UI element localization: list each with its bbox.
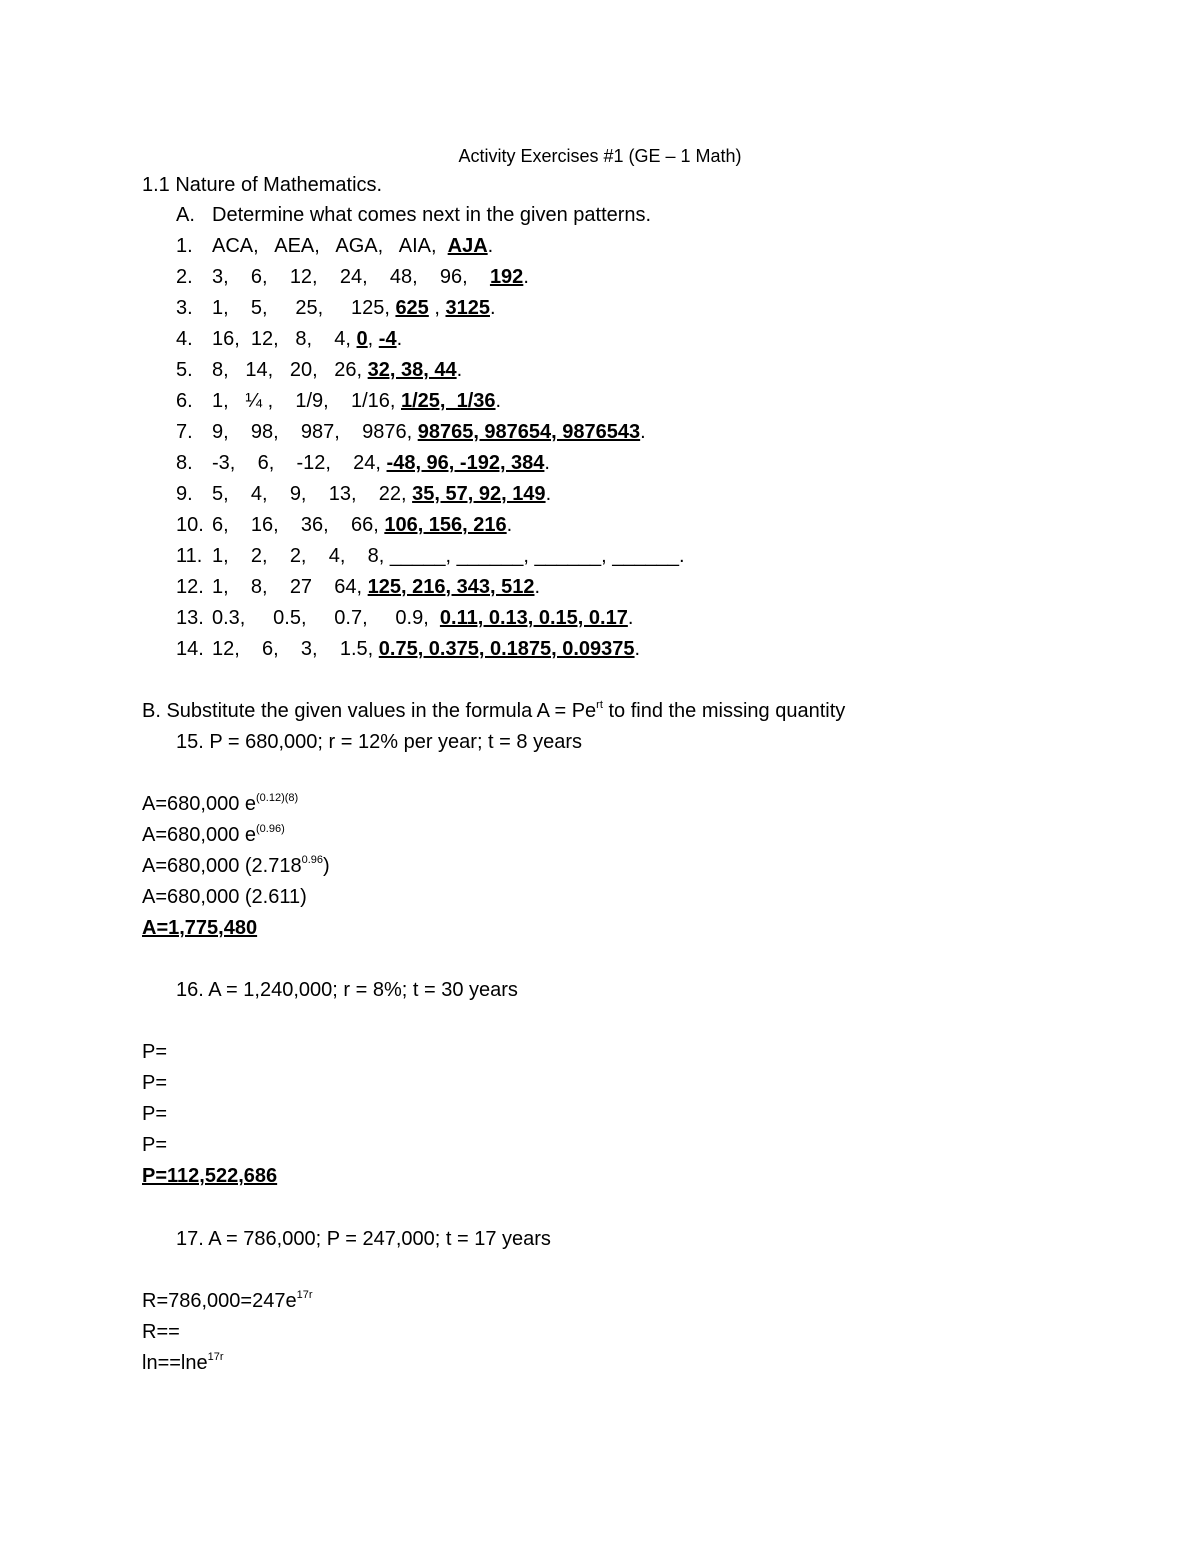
item-answer: 0.75, 0.375, 0.1875, 0.09375: [378, 638, 635, 660]
document-title: Activity Exercises #1 (GE – 1 Math): [458, 146, 742, 166]
item-number: 13.: [176, 607, 204, 629]
item-answer: 192: [489, 266, 524, 288]
step-exponent: 17r: [296, 1289, 313, 1301]
item-end: .: [495, 390, 502, 412]
item-end: .: [640, 421, 646, 443]
pattern-item-13: [176, 606, 633, 630]
part-a-marker: A.: [176, 204, 195, 226]
item-end: .: [634, 638, 641, 660]
item-number: 5.: [176, 359, 193, 381]
q15-step-1: [142, 792, 298, 816]
item-answer: 3125: [445, 297, 490, 319]
item-answer: -4: [378, 328, 397, 350]
item-number: 6.: [176, 390, 193, 412]
item-end: .: [489, 297, 496, 319]
step-base: A=680,000 e: [142, 824, 256, 846]
item-sequence: 1, 8, 27 64,: [212, 576, 368, 598]
question-16-prompt: 16. A = 1,240,000; r = 8%; t = 30 years: [176, 979, 518, 1001]
item-answer: 98765, 987654, 9876543: [417, 421, 641, 443]
item-number: 3.: [176, 297, 193, 319]
q17-step-3: [142, 1351, 224, 1375]
pattern-item-9: [176, 482, 551, 506]
item-sequence: 1, ¼ , 1/9, 1/16,: [212, 390, 401, 412]
item-number: 11.: [176, 545, 203, 567]
item-end: .: [487, 235, 494, 257]
pattern-item-2: [176, 265, 529, 289]
item-end: .: [544, 452, 550, 474]
item-answer: 35, 57, 92, 149: [412, 483, 546, 505]
q15-answer: A=1,775,480: [142, 917, 258, 939]
formula-exponent: rt: [596, 699, 603, 711]
q17-step-2: R==: [142, 1321, 180, 1343]
step-base: A=680,000 e: [142, 793, 256, 815]
item-sequence: 1, 2, 2, 4, 8, _____, ______, ______, ______.: [212, 545, 685, 567]
item-answer: 32, 38, 44: [367, 359, 457, 381]
item-number: 9.: [176, 483, 193, 505]
item-number: 12.: [176, 576, 204, 598]
item-separator: ,: [428, 297, 446, 319]
pattern-item-1: [176, 234, 493, 258]
step-end: ): [323, 855, 330, 877]
item-number: 2.: [176, 266, 193, 288]
q17-step-1: [142, 1289, 313, 1313]
step-exponent: (0.96): [256, 823, 285, 835]
item-answer: 625: [395, 297, 429, 319]
item-end: .: [545, 483, 552, 505]
part-a-instruction: [176, 203, 651, 227]
item-answer: AJA: [447, 235, 488, 257]
pattern-item-5: [176, 358, 462, 382]
pattern-item-10: [176, 513, 512, 537]
q16-step-4: P=: [142, 1134, 168, 1156]
item-sequence: 8, 14, 20, 26,: [212, 359, 368, 381]
section-title: 1.1 Nature of Mathematics.: [142, 174, 383, 196]
step-exponent: 0.96: [301, 854, 324, 866]
item-sequence: 12, 6, 3, 1.5,: [212, 638, 379, 660]
question-15-prompt: 15. P = 680,000; r = 12% per year; t = 8 years: [176, 731, 582, 753]
item-number: 1.: [176, 235, 193, 257]
step-base: A=680,000 (2.718: [142, 855, 302, 877]
item-end: .: [627, 607, 634, 629]
question-17-prompt: 17. A = 786,000; P = 247,000; t = 17 years: [176, 1228, 551, 1250]
pattern-item-12: [176, 575, 540, 599]
item-sequence: 9, 98, 987, 9876,: [212, 421, 418, 443]
item-end: .: [506, 514, 513, 536]
item-sequence: 6, 16, 36, 66,: [212, 514, 385, 536]
item-end: .: [534, 576, 541, 598]
item-sequence: -3, 6, -12, 24,: [212, 452, 387, 474]
instruction-text: to find the missing quantity: [602, 700, 846, 722]
item-sequence: ACA, AEA, AGA, AIA,: [212, 235, 448, 257]
item-end: .: [456, 359, 463, 381]
q15-step-3: [142, 854, 330, 878]
item-answer: 1/25, 1/36: [401, 390, 496, 412]
q16-step-3: P=: [142, 1103, 168, 1125]
item-answer: 0: [356, 328, 368, 350]
step-base: ln==lne: [142, 1352, 208, 1374]
item-answer: 0.11, 0.13, 0.15, 0.17: [439, 607, 628, 629]
item-number: 14.: [176, 638, 204, 660]
instruction-text: B. Substitute the given values in the formula A = Pe: [142, 700, 597, 722]
pattern-item-3: [176, 296, 496, 320]
item-answer: 125, 216, 343, 512: [367, 576, 535, 598]
item-end: .: [396, 328, 403, 350]
step-base: R=786,000=247e: [142, 1290, 297, 1312]
step-exponent: 17r: [207, 1351, 224, 1363]
pattern-item-7: [176, 420, 646, 444]
q16-step-1: P=: [142, 1041, 168, 1063]
item-sequence: 1, 5, 25, 125,: [212, 297, 396, 319]
pattern-item-8: [176, 451, 550, 475]
part-b-instruction: [142, 699, 845, 723]
item-sequence: 3, 6, 12, 24, 48, 96,: [212, 266, 490, 288]
pattern-item-11: [176, 544, 685, 568]
item-separator: ,: [367, 328, 379, 350]
part-a-instruction-text: Determine what comes next in the given patterns.: [212, 204, 652, 226]
item-number: 8.: [176, 452, 193, 474]
q16-answer: P=112,522,686: [142, 1165, 278, 1187]
pattern-item-4: [176, 327, 402, 351]
item-sequence: 5, 4, 9, 13, 22,: [212, 483, 413, 505]
q15-step-2: [142, 823, 285, 847]
item-number: 10.: [176, 514, 204, 536]
item-end: .: [523, 266, 529, 288]
item-sequence: 16, 12, 8, 4,: [212, 328, 357, 350]
pattern-item-6: [176, 389, 501, 413]
step-exponent: (0.12)(8): [256, 792, 299, 804]
item-number: 4.: [176, 328, 193, 350]
pattern-item-14: [176, 637, 640, 661]
item-answer: -48, 96, -192, 384: [386, 452, 545, 474]
item-answer: 106, 156, 216: [384, 514, 507, 536]
q15-step-4: A=680,000 (2.611): [142, 886, 307, 908]
item-sequence: 0.3, 0.5, 0.7, 0.9,: [212, 607, 440, 629]
q16-step-2: P=: [142, 1072, 168, 1094]
item-number: 7.: [176, 421, 193, 443]
